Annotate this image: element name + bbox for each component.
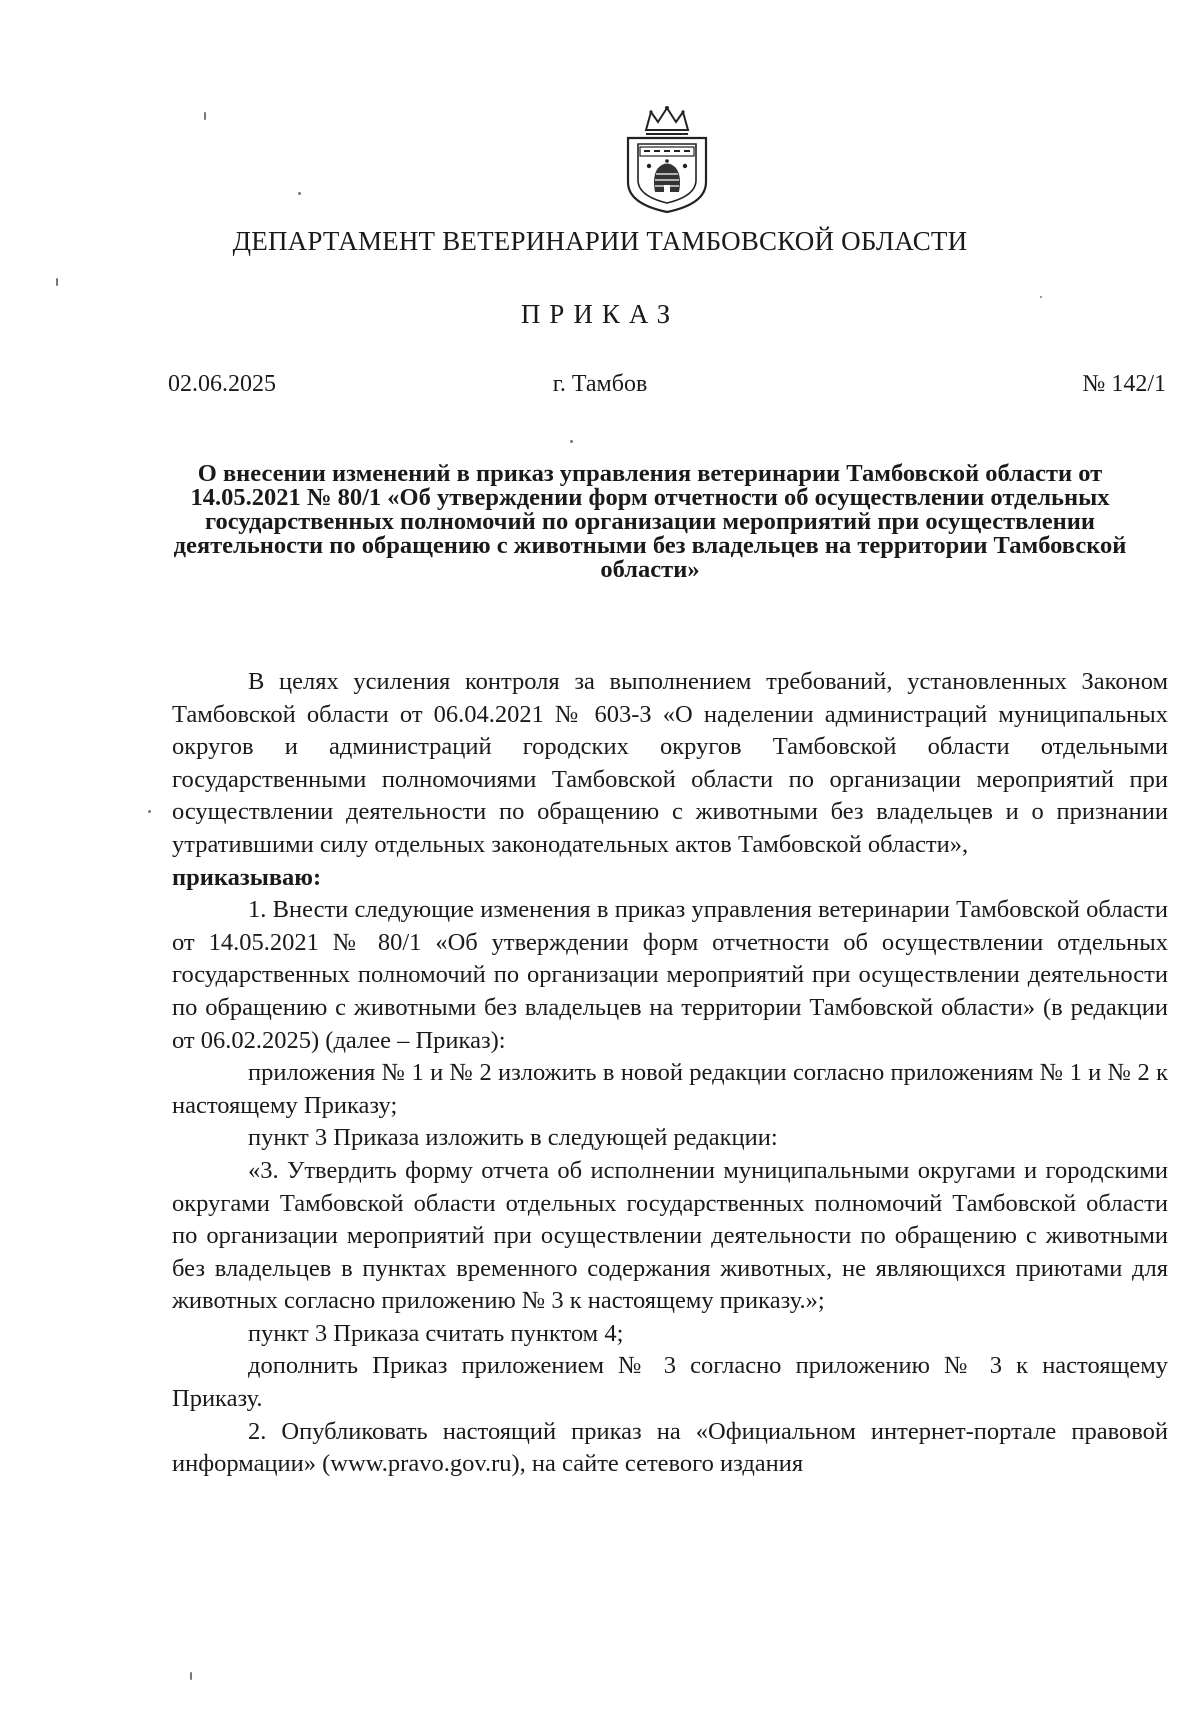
order-body [172,666,1168,1481]
paragraph-1-sub-e: дополнить Приказ приложением № 3 согласно приложению № 3 к настоящему Приказу. [172,1352,1168,1413]
scan-speck [298,192,301,195]
scan-speck [204,112,206,120]
preamble-paragraph: В целях усиления контроля за выполнением требований, установленных Законом Тамбовской области от 06.04.2021 № 603-З «О наделении администраций муниципальных округов и администраций городских округов Тамбовской области отдельными государственными полномочиями Тамбовской области по организации мероприятий при осуществлении деятельности по обращению с животными без владельцев и о признании утратившими силу отдельных законодательных актов Тамбовской области», [172,668,1168,858]
order-city: г. Тамбов [552,371,648,397]
scan-speck [570,440,573,443]
order-word: приказываю: [172,863,322,891]
paragraph-1-sub-c: «3. Утвердить форму отчета об исполнении муниципальными округами и городскими округами Тамбовской области отдельных государственных полномочий Тамбовской области по организации мероприятий при осуществлении деятельности по обращению с животными без владельцев в пунктах временного содержания животных, не являющихся приютами для животных согласно приложению № 3 к настоящему приказу.»; [172,1156,1168,1315]
scan-speck [56,278,58,286]
scan-speck [148,810,151,813]
document-type: ПРИКАЗ [520,299,680,329]
scan-speck [1040,296,1042,298]
scan-speck [190,1672,192,1680]
department-name: ДЕПАРТАМЕНТ ВЕТЕРИНАРИИ ТАМБОВСКОЙ ОБЛАСТИ [232,226,968,256]
order-date: 02.06.2025 [168,371,276,397]
paragraph-1-sub-b: пункт 3 Приказа изложить в следующей редакции: [248,1124,778,1152]
coat-of-arms-icon [618,104,716,214]
paragraph-1: 1. Внести следующие изменения в приказ управления ветеринарии Тамбовской области от 14.05.2021 № 80/1 «Об утверждении форм отчетности об осуществлении отдельных государственных полномочий по организации мероприятий при осуществлении деятельности по обращению с животными без владельцев на территории Тамбовской области» (в редакции от 06.02.2025) (далее – Приказ): [172,896,1168,1054]
order-title: О внесении изменений в приказ управления ветеринарии Тамбовской области от 14.05.2021 № 80/1 «Об утверждении форм отчетности об осуществлении отдельных государственных полномочий по организации мероприятий при осуществлении деятельности по обращению с животными без владельцев на территории Тамбовской области» [173,460,1127,583]
paragraph-1-sub-d: пункт 3 Приказа считать пунктом 4; [248,1319,624,1347]
order-number: № 142/1 [1082,371,1166,397]
paragraph-1-sub-a: приложения № 1 и № 2 изложить в новой редакции согласно приложениям № 1 и № 2 к настоящему Приказу; [172,1059,1168,1119]
paragraph-2: 2. Опубликовать настоящий приказ на «Официальном интернет-портале правовой информации» (www.pravo.gov.ru), на сайте сетевого издания [172,1417,1168,1478]
